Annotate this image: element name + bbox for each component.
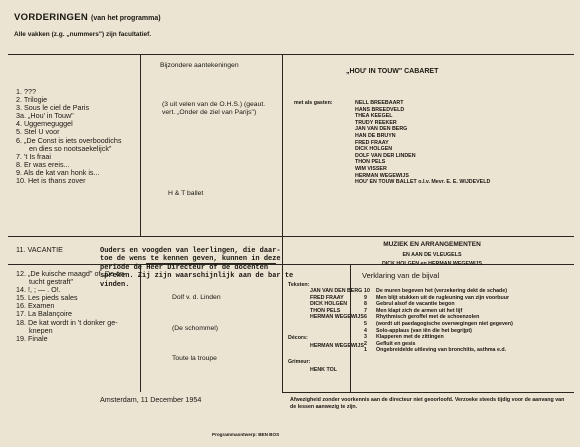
guests-label: met als gasten: [294,100,333,106]
date-line: Amsterdam, 11 December 1954 [100,395,202,404]
colophon: Programmaontwerp: BEN BOS [212,432,280,437]
bijval-number: 4 [364,327,367,334]
teksten-list [310,288,364,321]
performer-name: FRED FRAAY [355,139,389,146]
bijval-number: 2 [364,340,367,347]
divider-col2 [282,54,283,392]
music-subheading: EN AAN DE VLEUGELS [402,252,462,258]
note-ohsi: (3 uit velen van de O.H.S.) (geaut. vert. „Onder de ziel van Parijs") [162,101,266,116]
vacantie-text [100,247,293,289]
list-item: 17. La Balançoire [16,309,72,319]
list-item: 12. „De kuische maagd" of „De on- [16,269,127,278]
bijval-number: 5 [364,320,367,327]
bijval-item [364,341,513,348]
performer-name: DICK HOLGEN [355,146,393,153]
list-item: tucht gestraft" [29,277,74,287]
decors-name: HERMAN WEGEWIJS [310,343,364,349]
bijval-text: Rhythmisch geroffel met de schoenzolen [376,314,480,321]
list-item: 6. „De Const is iets overboodichs [16,135,122,145]
bijval-number: 7 [364,307,367,314]
grimeur-name: HENK TOL [310,367,337,373]
bijval-number: 8 [364,301,367,308]
bijval-text: Gefluit en gesis [376,340,416,347]
list-item: 19. Finale [16,333,48,343]
bijval-item [364,321,513,328]
attendance-note: Afwezigheid zonder voorkennis aan de directeur niet geoorloofd. Verzoeke steeds tijdig voor de aanvang van de lessen aanwezig te zijn. [290,397,565,410]
program-list-part2 [16,270,126,343]
performer-name: NELL BREEBAART [355,100,404,106]
performer-name: HOU' EN TOUW BALLET o.l.v. Mevr. E. E. WIJDEVELD [355,179,491,186]
performer-name: DOLF VAN DER LINDEN [355,152,416,159]
list-item: 3a. „Hou' in Touw" [16,111,74,121]
text-line: vinden. [100,280,130,289]
list-item: knepen [29,325,53,335]
performer-list [355,100,490,186]
performer-name: TRUDY REEKER [355,119,397,126]
note-dolf: Dolf v. d. Linden [172,294,221,301]
bijval-item [364,308,513,315]
grimeur-label: Grimeur: [288,359,311,365]
list-item: 4. Uggemeguggel [16,119,73,129]
page-subtitle: Alle vakken (z.g. „nummers") zijn facultatief. [14,31,152,38]
bijval-number: 9 [364,294,367,301]
bijval-text: Gebrul alsof de vacantie begon [376,301,455,308]
bijval-text: (wordt uit paedagogische overwegingen niet gegeven) [376,320,513,327]
bijval-number: 6 [364,314,367,321]
list-item: 9. Als de kat van honk is... [16,167,100,177]
music-names: DICK HOLGEN en HERMAN WEGEWIJS [381,261,483,267]
bijval-text: De muren begeven het (verzekering dekt de schade) [376,288,507,294]
credit-name: DICK HOLGEN [310,301,348,308]
bijval-number: 1 [364,347,367,354]
note-schommel: (De schommel) [172,325,219,332]
title-suffix: (van het programma) [90,15,161,22]
page-title: VORDERINGEN (van het programma) [14,12,161,23]
list-item: 2. Trilogie [16,95,48,105]
bijval-text: Ongebreidelde uitleving van bronchitis, asthma e.d. [376,347,507,354]
credit-name: JAN VAN DEN BERG [310,288,363,294]
teksten-label: Teksten: [288,282,310,288]
list-item: 15. Les pieds sales [16,293,78,303]
performer-name: JAN VAN DEN BERG [355,126,408,133]
performer-name: HERMAN WEGEWIJS [355,172,409,179]
decors-label: Décors: [288,335,308,341]
text-line: periode de Heer Directeur of de docenten [100,263,269,272]
bijval-heading: Verklaring van de bijval [362,271,440,280]
list-item: 16. Examen [16,301,55,311]
performer-name: THEA KEEGEL [355,113,393,120]
list-item: 7. 't Is fraai [16,151,51,161]
list-item: 10. Het is thans zover [16,176,86,186]
cabaret-heading: „HOU' IN TOUW" CABARET [346,68,439,75]
divider-footer [282,392,574,393]
bijval-item [364,288,513,295]
bijval-list [364,288,513,354]
divider-col3 [350,264,351,392]
divider-top [8,54,574,55]
text-line: spreken. Zij zijn waarschijnlijk aan de bar te [100,272,294,281]
bijval-text: Men blijt stukken uit de rugleuning van zijn voorbuur [376,294,510,301]
text-line: toe de wens te kennen geven, kunnen in deze [100,255,281,264]
list-item: en dies so nootsaekelijck" [29,143,112,153]
credit-name: HERMAN WEGEWIJS [310,314,364,321]
notes-heading: Bijzondere aantekeningen [160,62,239,69]
performer-name: THON PELS [355,159,386,166]
divider-col1 [140,54,141,236]
note-ht-ballet: H & T ballet [168,190,204,197]
bijval-number: 10 [364,288,370,294]
note-troupe: Toute la troupe [172,355,217,362]
bijval-item [364,301,513,308]
bijval-text: Klapperen met de zittingen [376,334,444,341]
bijval-text: Men klapt zich de armen uit het lijf [376,307,463,314]
performer-name: HAN DE BRUYN [355,132,396,139]
performer-name: WIM VISSER [355,165,387,172]
program-list-part1 [16,88,121,185]
divider-vacantie-top [8,236,574,237]
list-item: 14. !, ; — . O!. [16,285,61,295]
list-item: 3. Sous le ciel de Paris [16,103,90,113]
vacantie-label: 11. VACANTIE [16,245,63,254]
bijval-item [364,347,513,354]
list-item: 18. De kat wordt in 't donker ge- [16,317,118,327]
credit-name: FRED FRAAY [310,294,344,301]
performer-name: HANS BREEDVELD [355,106,405,113]
bijval-item [364,328,513,335]
list-item: 8. Er was ereis... [16,159,70,169]
credit-name: THON PELS [310,307,341,314]
bijval-item [364,295,513,302]
text-line: Ouders en voogden van leerlingen, die daar- [100,247,281,255]
bijval-item [364,334,513,341]
bijval-number: 3 [364,334,367,341]
list-item: 1. ??? [16,87,36,96]
bijval-item [364,314,513,321]
list-item: 5. Stel U voor [16,127,60,137]
bijval-text: Solo-applaus (van iên die het begrijpt) [376,327,472,334]
music-heading: MUZIEK EN ARRANGEMENTEN [383,241,481,248]
